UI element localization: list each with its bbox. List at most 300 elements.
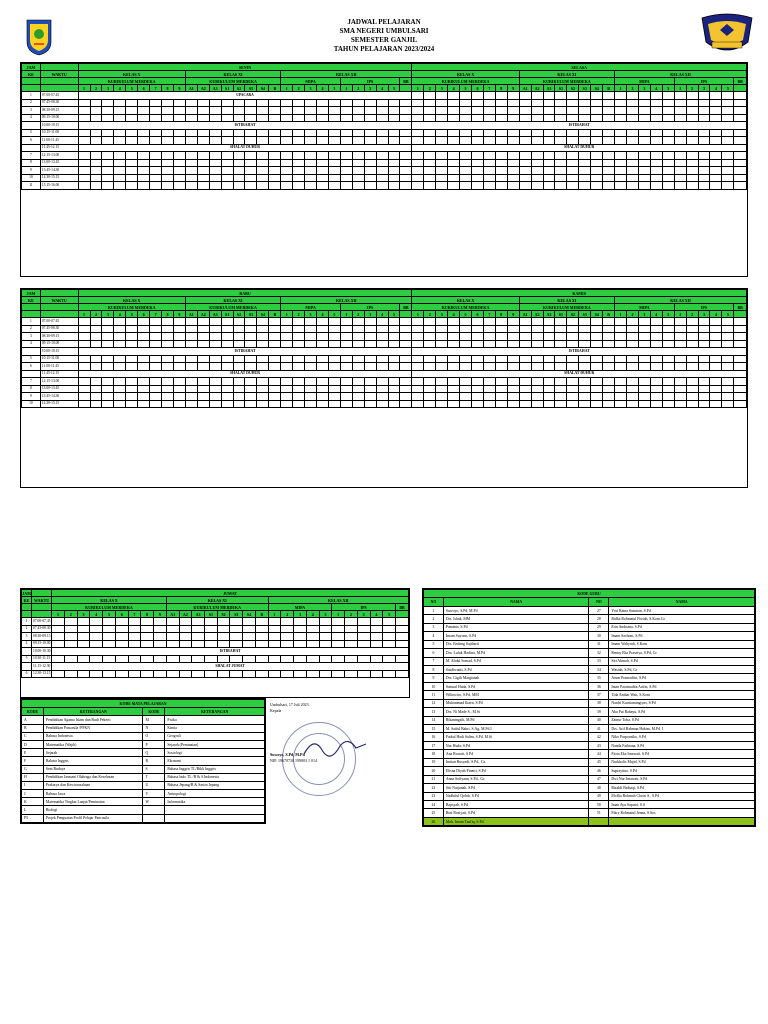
schedule-cell [388,137,400,145]
schedule-cell [448,333,460,341]
period-time: 08.30-09.15 [40,333,78,341]
schedule-cell [102,340,114,348]
curriculum-header: KURIKULUM MERDEKA [166,604,268,611]
schedule-cell [507,182,519,190]
period-number: 9 [22,167,41,175]
class-number: 1 [332,611,345,618]
schedule-cell [364,152,376,160]
schedule-cell [519,182,531,190]
class-number: A1 [519,85,531,92]
schedule-cell [698,363,710,371]
schedule-cell [567,340,579,348]
schedule-cell [185,182,197,190]
class-number: 4 [317,85,329,92]
subject-name: Bahasa Jawa [43,790,143,798]
schedule-cell [150,333,162,341]
schedule-cell [638,167,650,175]
schedule-cell [638,318,650,326]
schedule-cell [395,618,408,626]
schedule-cell [436,355,448,363]
schedule-cell [615,92,627,100]
schedule-cell [412,355,424,363]
teacher-number [589,817,609,825]
schedule-cell [138,363,150,371]
schedule-cell [257,129,269,137]
schedule-cell [209,182,221,190]
schedule-cell [166,618,179,626]
schedule-cell [364,99,376,107]
schedule-cell [185,400,197,408]
subject-name: Geografi [165,732,265,740]
schedule-cell [173,363,185,371]
schedule-cell [412,167,424,175]
subject-code: E [22,749,44,757]
schedule-cell [436,340,448,348]
schedule-cell [400,393,412,401]
schedule-cell [400,355,412,363]
schedule-cell [638,393,650,401]
schedule-cell [317,393,329,401]
schedule-cell [519,99,531,107]
schedule-cell [734,129,747,137]
teacher-name: Fitria Eka Irnawati, S.Pd [609,750,755,758]
schedule-cell [173,385,185,393]
day-header: SELASA [412,64,747,71]
schedule-cell [519,318,531,326]
class-number: 1 [615,311,627,318]
schedule-cell [352,333,364,341]
schedule-cell [495,340,507,348]
schedule-cell [357,670,370,678]
schedule-cell [269,318,281,326]
schedule-cell [698,385,710,393]
schedule-cell [138,340,150,348]
schedule-cell [603,393,615,401]
schedule-cell [150,355,162,363]
header-blank [22,311,41,318]
period-number: 5 [22,655,32,663]
subject-name: Sejarah [43,749,143,757]
schedule-cell [376,159,388,167]
schedule-cell [90,318,102,326]
schedule-cell [400,333,412,341]
schedule-cell [424,167,436,175]
teacher-name: Tida Ambar Wati, S.Kom [609,691,755,699]
schedule-cell [352,182,364,190]
schedule-cell [483,152,495,160]
period-time: 10.00-10.15 [40,348,78,356]
schedule-cell [460,182,472,190]
schedule-cell [383,625,396,633]
schedule-cell [626,318,638,326]
schedule-cell [603,355,615,363]
class-group-header: KELAS XI [185,71,280,78]
schedule-cell [698,152,710,160]
schedule-cell [166,670,179,678]
teacher-name: Dra. Luluk Harlina, M.Pd [443,649,589,657]
schedule-cell [615,355,627,363]
ips-header: IPS [340,304,400,311]
period-number [22,663,32,671]
schedule-cell [281,152,293,160]
schedule-cell [507,99,519,107]
teacher-name: Fatkul Hadi Salim, S.Pd, M.Si [443,733,589,741]
schedule-cell [77,625,90,633]
schedule-cell [90,393,102,401]
schedule-cell [173,318,185,326]
schedule-cell [412,114,424,122]
schedule-cell [185,152,197,160]
schedule-cell [519,333,531,341]
schedule-cell [352,355,364,363]
subject-code: I [22,781,44,789]
schedule-cell [78,99,90,107]
class-number: 3 [364,311,376,318]
schedule-cell [674,325,686,333]
schedule-cell [650,182,662,190]
schedule-cell [370,655,383,663]
schedule-cell [364,325,376,333]
period-number [22,122,41,130]
schedule-cell [472,92,484,100]
schedule-cell [507,400,519,408]
period-number [22,348,41,356]
col-jam: JAM [22,590,31,596]
col-waktu: WAKTU [40,297,78,304]
schedule-cell [507,159,519,167]
schedule-cell [102,159,114,167]
schedule-cell [507,174,519,182]
schedule-cell [591,114,603,122]
schedule-cell [364,355,376,363]
schedule-cell [519,167,531,175]
schedule-cell [507,363,519,371]
teacher-number: 13 [424,708,444,716]
schedule-cell [519,385,531,393]
schedule-cell [126,318,138,326]
schedule-cell [340,99,352,107]
class-number: S3 [230,611,243,618]
schedule-cell [332,655,345,663]
schedule-cell [472,340,484,348]
schedule-cell [400,99,412,107]
time-row [22,129,747,137]
class-number: A3 [209,85,221,92]
teacher-code-row [424,691,755,699]
schedule-cell [221,333,233,341]
schedule-cell [472,325,484,333]
schedule-cell [209,325,221,333]
schedule-cell [281,129,293,137]
schedule-cell [221,393,233,401]
schedule-cell [64,670,77,678]
ips-header: IPS [674,304,734,311]
class-number: 6 [115,611,128,618]
schedule-cell [370,640,383,648]
schedule-cell [197,182,209,190]
schedule-cell [483,393,495,401]
schedule-cell [436,393,448,401]
teacher-code-row [424,649,755,657]
schedule-cell [162,129,174,137]
schedule-cell [319,670,332,678]
schedule-cell [173,400,185,408]
schedule-cell [507,325,519,333]
schedule-cell [483,182,495,190]
curriculum-header: KURIKULUM MERDEKA [185,304,280,311]
schedule-cell [243,655,256,663]
schedule-cell [531,355,543,363]
schedule-cell [332,670,345,678]
schedule-cell [150,393,162,401]
teacher-number: 44 [589,750,609,758]
schedule-cell [555,167,567,175]
time-row [22,333,747,341]
schedule-cell [78,167,90,175]
schedule-cell [294,618,307,626]
schedule-cell [383,633,396,641]
schedule-cell [197,393,209,401]
schedule-cell [567,107,579,115]
teacher-name: Arum Pramaditri, S.Pd [609,674,755,682]
schedule-cell [734,159,747,167]
teacher-number: 3 [424,623,444,631]
teacher-code-row [424,674,755,682]
schedule-jumat [20,588,410,698]
schedule-cell [472,318,484,326]
schedule-cell [340,400,352,408]
schedule-cell [173,129,185,137]
subject-code-row [22,814,265,822]
class-number: 3 [77,611,90,618]
schedule-cell [185,114,197,122]
schedule-cell [395,625,408,633]
schedule-cell [173,99,185,107]
teacher-code-row [424,682,755,690]
schedule-cell [90,618,103,626]
schedule-cell [507,393,519,401]
teacher-name: Renny Eka Prasetya, S.Pd, Gr [609,649,755,657]
schedule-cell [603,333,615,341]
period-number: 1 [22,92,41,100]
schedule-cell [483,107,495,115]
schedule-cell [114,378,126,386]
period-time: 11.15-12.30 [32,663,52,671]
period-number: 3 [22,107,41,115]
schedule-cell [519,325,531,333]
schedule-cell [78,159,90,167]
schedule-cell [424,137,436,145]
schedule-cell [162,325,174,333]
schedule-cell [364,174,376,182]
schedule-cell [376,107,388,115]
period-number: 5 [22,355,41,363]
schedule-cell [162,400,174,408]
schedule-cell [686,363,698,371]
schedule-cell [662,114,674,122]
subject-code: O [143,732,165,740]
schedule-cell [591,400,603,408]
class-number: 1 [674,311,686,318]
schedule-cell [126,340,138,348]
teacher-code-row [424,758,755,766]
teacher-name: Imam Wahyudi, S.Kom [609,640,755,648]
schedule-cell [495,107,507,115]
schedule-cell [173,378,185,386]
schedule-cell [340,174,352,182]
schedule-cell [615,174,627,182]
header-blank [22,78,41,85]
schedule-cell [64,625,77,633]
schedule-cell [332,633,345,641]
class-number: 5 [388,85,400,92]
col-nama: NAMA [443,598,589,606]
subject-code: P [143,740,165,748]
teacher-number: 22 [424,784,444,792]
schedule-cell [179,618,192,626]
schedule-cell [126,325,138,333]
col-waktu: WAKTU [32,597,52,604]
schedule-cell [567,92,579,100]
schedule-cell [150,318,162,326]
class-number: S4 [591,85,603,92]
schedule-cell [141,618,154,626]
schedule-cell [126,400,138,408]
teacher-name: Erin Andriana, S.Pd [609,623,755,631]
schedule-cell [281,655,294,663]
schedule-cell [293,385,305,393]
teacher-number: 34 [589,665,609,673]
class-number: A3 [543,85,555,92]
schedule-cell [519,363,531,371]
schedule-cell [209,393,221,401]
schedule-cell [328,129,340,137]
teacher-number: 23 [424,792,444,800]
class-number: 6 [138,311,150,318]
schedule-cell [615,107,627,115]
schedule-cell [531,363,543,371]
schedule-cell [345,633,358,641]
schedule-cell [197,378,209,386]
schedule-cell [710,340,722,348]
schedule-cell [686,137,698,145]
schedule-cell [245,99,257,107]
schedule-cell [233,393,245,401]
schedule-cell [722,385,734,393]
teacher-name: Bapsyah, S.Pd [443,800,589,808]
schedule-cell [317,159,329,167]
schedule-cell [638,355,650,363]
schedule-cell [424,182,436,190]
schedule-cell [626,114,638,122]
signature-nip: NIP. 19670730 199003 1 014 [270,758,318,763]
subject-code-row [22,732,265,740]
schedule-cell [345,670,358,678]
schedule-cell [543,363,555,371]
schedule-cell [543,137,555,145]
schedule-cell [531,114,543,122]
schedule-cell [78,363,90,371]
class-number: 2 [293,85,305,92]
teacher-name: Rikaningsih, M.Pd [443,716,589,724]
schedule-cell [579,137,591,145]
schedule-cell [52,625,65,633]
schedule-cell [209,159,221,167]
class-number: 5 [460,311,472,318]
schedule-senin-selasa [20,62,748,277]
schedule-cell [472,174,484,182]
schedule-cell [293,159,305,167]
schedule-cell [472,385,484,393]
day-header: SENIN [78,64,412,71]
schedule-cell [400,129,412,137]
schedule-cell [209,378,221,386]
col-no: NO [589,598,609,606]
schedule-cell [662,92,674,100]
schedule-cell [90,400,102,408]
schedule-cell [424,333,436,341]
schedule-cell [269,159,281,167]
schedule-cell [352,400,364,408]
schedule-cell [317,355,329,363]
schedule-cell [674,152,686,160]
schedule-cell [686,340,698,348]
schedule-cell [460,114,472,122]
schedule-cell [138,333,150,341]
schedule-cell [650,378,662,386]
schedule-cell [269,99,281,107]
schedule-cell [221,340,233,348]
schedule-cell [507,137,519,145]
schedule-cell [424,363,436,371]
schedule-cell [531,182,543,190]
schedule-cell [233,167,245,175]
col-jam: JAM [22,290,41,297]
schedule-cell [233,363,245,371]
class-number: 1 [674,85,686,92]
schedule-cell [376,385,388,393]
schedule-cell [495,393,507,401]
schedule-cell [154,640,167,648]
schedule-cell [543,114,555,122]
time-row [22,114,747,122]
schedule-cell [305,333,317,341]
schedule-cell [305,107,317,115]
subject-code: A [22,716,44,724]
schedule-cell [269,107,281,115]
schedule-cell [638,99,650,107]
schedule-cell [103,640,116,648]
teacher-name: Siti Alimah, S.Pd [609,657,755,665]
schedule-cell [217,633,230,641]
schedule-cell [412,174,424,182]
schedule-cell [281,159,293,167]
teacher-code-table [422,588,756,827]
col-ke: KE [22,71,41,78]
schedule-cell [650,107,662,115]
schedule-cell [179,625,192,633]
class-number: 9 [173,311,185,318]
class-number: 3 [102,85,114,92]
teacher-name: Drs. Arif Rahman Hakim, M.Pd. I [609,725,755,733]
schedule-cell [173,340,185,348]
schedule-cell [52,640,65,648]
schedule-cell [626,378,638,386]
schedule-cell [77,655,90,663]
schedule-cell [531,340,543,348]
schedule-cell [364,393,376,401]
schedule-cell [686,333,698,341]
